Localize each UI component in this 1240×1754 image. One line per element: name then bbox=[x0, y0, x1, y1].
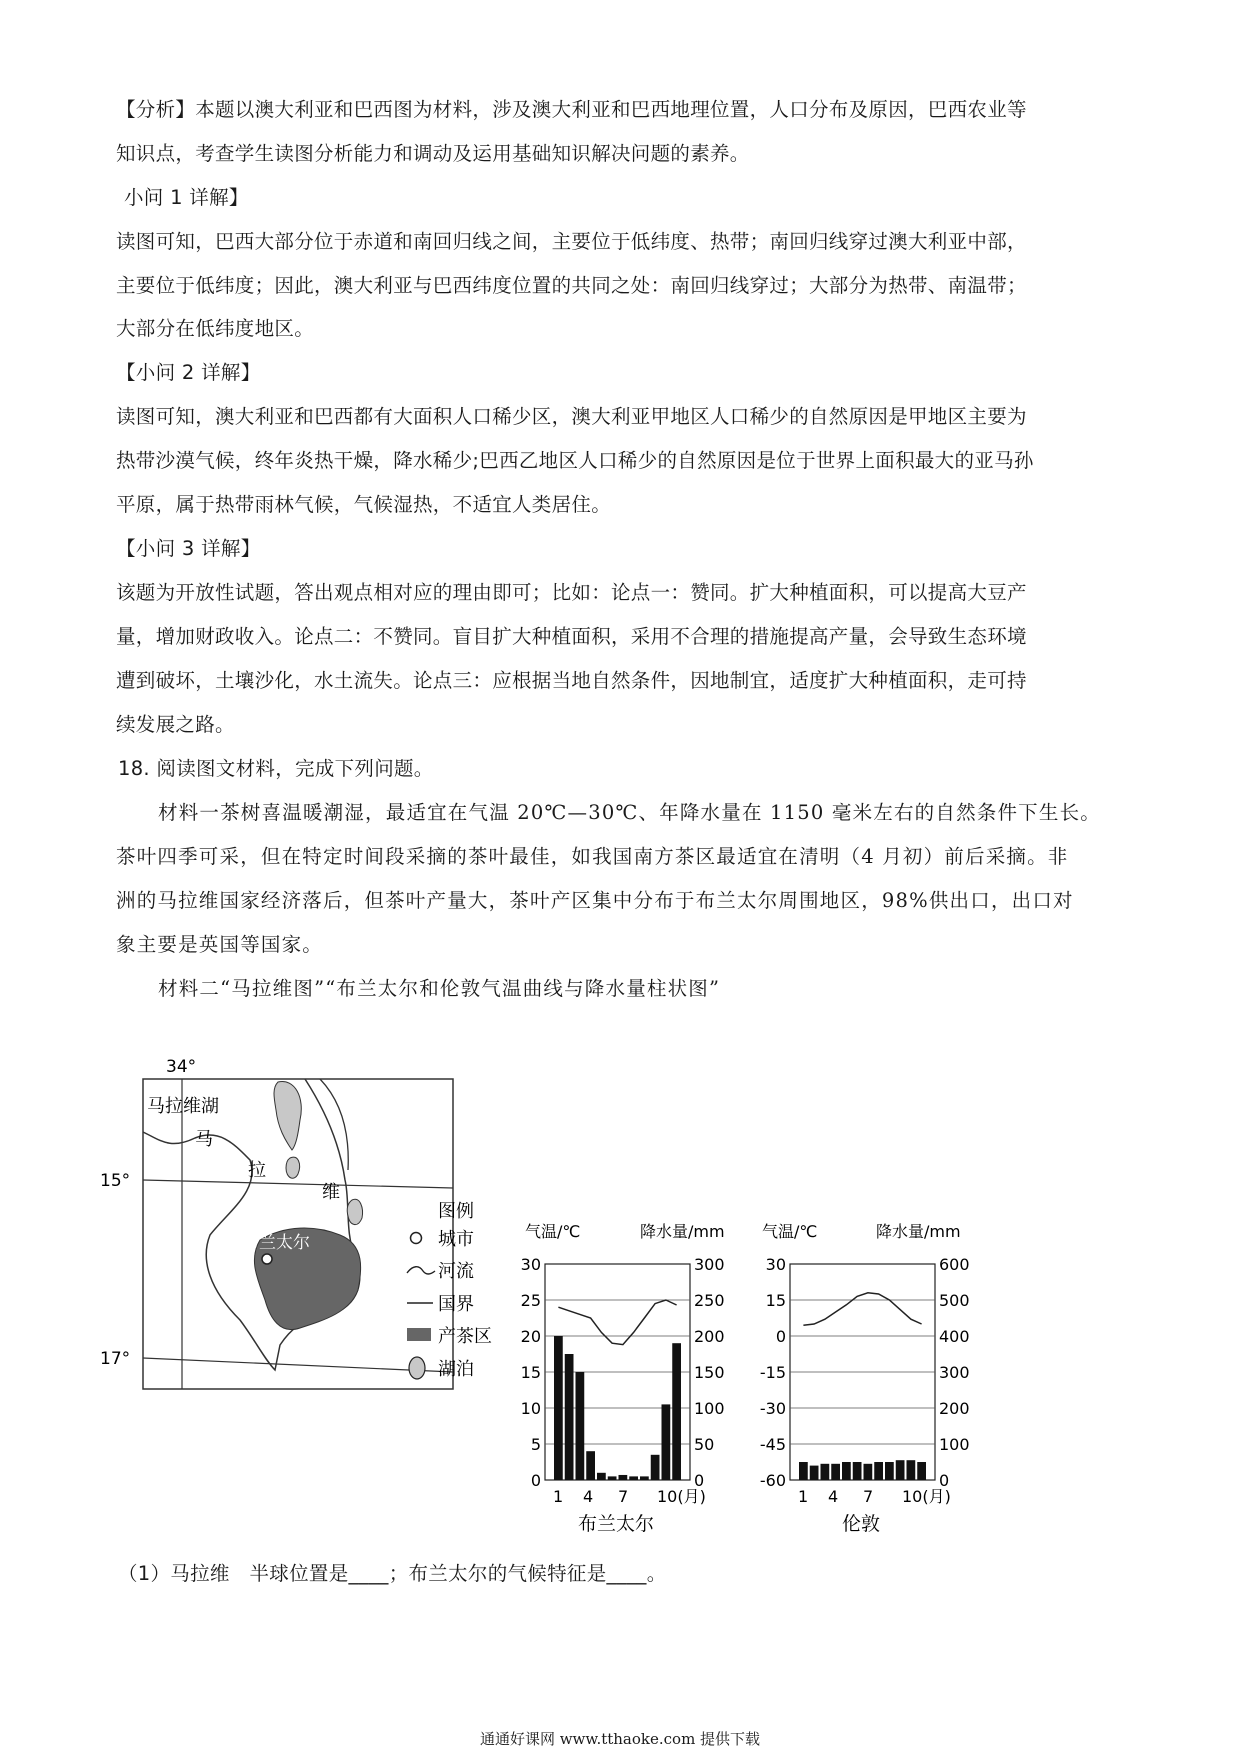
blantyre-temp-tick: 0 bbox=[530, 1471, 541, 1490]
london-precip-bar bbox=[874, 1462, 883, 1480]
london-precip-bar bbox=[821, 1464, 830, 1480]
map-country-char-3: 维 bbox=[322, 1182, 340, 1203]
legend-city-label: 城市 bbox=[438, 1229, 474, 1250]
blantyre-precip-tick: 200 bbox=[694, 1327, 725, 1346]
london-month-tick: 10(月) bbox=[902, 1487, 951, 1506]
blantyre-month-tick: 1 bbox=[553, 1487, 564, 1506]
q3-line-4: 续发展之路。 bbox=[116, 713, 235, 736]
london-precip-bar bbox=[831, 1464, 840, 1480]
london-temp-axis-label: 气温/℃ bbox=[762, 1222, 818, 1241]
london-ticks bbox=[760, 1255, 970, 1506]
map-lake-name: 马拉维湖 bbox=[147, 1096, 219, 1117]
legend-city-icon bbox=[411, 1233, 422, 1244]
blantyre-precip-tick: 150 bbox=[694, 1363, 725, 1382]
q2-line-2: 热带沙漠气候，终年炎热干燥，降水稀少;巴西乙地区人口稀少的自然原因是位于世界上面积最大的亚马孙 bbox=[116, 449, 1034, 472]
blantyre-precip-bar bbox=[651, 1455, 660, 1480]
q3-line-1: 该题为开放性试题，答出观点相对应的理由即可；比如：论点一：赞同。扩大种植面积，可以提高大豆产 bbox=[116, 581, 1027, 604]
london-month-tick: 4 bbox=[828, 1487, 839, 1506]
blantyre-precip-tick: 100 bbox=[694, 1399, 725, 1418]
chart-blantyre bbox=[521, 1222, 725, 1535]
london-precip-tick: 600 bbox=[939, 1255, 970, 1274]
q18-title: 18. 阅读图文材料，完成下列问题。 bbox=[118, 757, 434, 780]
map-city-label: 布兰太尔 bbox=[242, 1233, 310, 1253]
london-precip-bar bbox=[885, 1462, 894, 1480]
london-grid bbox=[790, 1300, 935, 1444]
blantyre-temp-tick: 15 bbox=[520, 1363, 541, 1382]
london-precip-tick: 500 bbox=[939, 1291, 970, 1310]
blantyre-precip-bar bbox=[576, 1372, 585, 1480]
blantyre-precip-tick: 300 bbox=[694, 1255, 725, 1274]
q18-question-1: （1）马拉维 半球位置是____；布兰太尔的气候特征是____。 bbox=[118, 1562, 667, 1585]
map-lat-label-17: 17° bbox=[100, 1349, 131, 1369]
blantyre-temp-tick: 20 bbox=[520, 1327, 541, 1346]
blantyre-grid bbox=[545, 1300, 690, 1444]
london-precip-axis-label: 降水量/mm bbox=[876, 1222, 961, 1241]
blantyre-precip-bar bbox=[554, 1336, 563, 1480]
blantyre-precip-axis-label: 降水量/mm bbox=[640, 1222, 725, 1241]
analysis-line-1: 【分析】本题以澳大利亚和巴西图为材料，涉及澳大利亚和巴西地理位置，人口分布及原因，巴西农业等 bbox=[116, 98, 1027, 121]
lake-malawi bbox=[274, 1081, 301, 1150]
london-precip-bar bbox=[907, 1460, 916, 1480]
blantyre-precip-bar bbox=[629, 1476, 638, 1480]
material1-line-3: 洲的马拉维国家经济落后，但茶叶产量大，茶叶产区集中分布于布兰太尔周围地区，98%供出口，出口对 bbox=[116, 889, 1074, 912]
blantyre-month-tick: 4 bbox=[583, 1487, 594, 1506]
analysis-line-2: 知识点，考查学生读图分析能力和调动及运用基础知识解决问题的素养。 bbox=[116, 142, 750, 165]
london-title: 伦敦 bbox=[842, 1513, 881, 1535]
blantyre-ticks bbox=[521, 1255, 725, 1506]
city-marker bbox=[262, 1254, 272, 1264]
blantyre-precip-bar bbox=[640, 1476, 649, 1480]
london-precip-bar bbox=[917, 1462, 926, 1480]
london-precip-bar bbox=[853, 1462, 862, 1480]
legend-border-label: 国界 bbox=[438, 1294, 474, 1315]
blantyre-precip-bar bbox=[662, 1404, 671, 1480]
material2-caption: 材料二“马拉维图”“布兰太尔和伦敦气温曲线与降水量柱状图” bbox=[158, 977, 721, 1000]
london-bars bbox=[799, 1460, 926, 1480]
london-precip-tick: 100 bbox=[939, 1435, 970, 1454]
legend-title: 图例 bbox=[438, 1201, 474, 1222]
map-border-east bbox=[320, 1079, 348, 1170]
map-lat-label-15: 15° bbox=[100, 1171, 131, 1191]
blantyre-month-tick: 7 bbox=[618, 1487, 629, 1506]
london-precip-tick: 400 bbox=[939, 1327, 970, 1346]
london-month-tick: 7 bbox=[863, 1487, 874, 1506]
blantyre-precip-tick: 0 bbox=[694, 1471, 705, 1490]
map-legend bbox=[405, 1195, 515, 1390]
legend-tea-icon bbox=[407, 1328, 431, 1341]
london-precip-bar bbox=[810, 1466, 819, 1480]
blantyre-precip-bar bbox=[619, 1475, 628, 1480]
legend-lake-label: 湖泊 bbox=[438, 1359, 474, 1380]
map-parallel-15 bbox=[143, 1180, 453, 1188]
page-footer: 通通好课网 www.tthaoke.com 提供下载 bbox=[479, 1730, 761, 1748]
london-precip-tick: 300 bbox=[939, 1363, 970, 1382]
london-precip-bar bbox=[864, 1464, 873, 1480]
london-temp-tick: -45 bbox=[759, 1435, 786, 1454]
blantyre-precip-bar bbox=[565, 1354, 574, 1480]
map-country-char-1: 马 bbox=[195, 1129, 213, 1150]
blantyre-temp-tick: 10 bbox=[520, 1399, 541, 1418]
blantyre-temp-tick: 25 bbox=[520, 1291, 541, 1310]
london-temp-tick: -60 bbox=[759, 1471, 786, 1490]
q3-line-3: 遭到破坏，土壤沙化，水土流失。论点三：应根据当地自然条件，因地制宜，适度扩大种植面积，走可持 bbox=[116, 669, 1027, 692]
london-precip-bar bbox=[799, 1462, 808, 1480]
material1-line-1: 材料一茶树喜温暖潮湿，最适宜在气温 20℃—30℃、年降水量在 1150 毫米左右的自然条件下生长。 bbox=[158, 801, 1101, 824]
london-precip-tick: 0 bbox=[939, 1471, 950, 1490]
lake-small-1 bbox=[286, 1157, 300, 1178]
legend-river-icon bbox=[407, 1267, 435, 1274]
blantyre-precip-tick: 50 bbox=[694, 1435, 715, 1454]
legend-river-label: 河流 bbox=[438, 1261, 474, 1282]
blantyre-temp-tick: 5 bbox=[530, 1435, 541, 1454]
chart-london bbox=[760, 1222, 970, 1535]
blantyre-bars bbox=[554, 1336, 681, 1480]
london-temp-line bbox=[803, 1293, 921, 1325]
blantyre-precip-bar bbox=[586, 1451, 595, 1480]
q1-line-2: 主要位于低纬度；因此，澳大利亚与巴西纬度位置的共同之处：南回归线穿过；大部分为热带、南温带； bbox=[116, 274, 1027, 297]
blantyre-precip-bar bbox=[608, 1476, 617, 1480]
material1-line-4: 象主要是英国等国家。 bbox=[116, 933, 324, 956]
map-lon-label: 34° bbox=[166, 1057, 197, 1077]
london-temp-tick: -15 bbox=[759, 1363, 786, 1382]
legend-tea-label: 产茶区 bbox=[438, 1326, 492, 1347]
q1-line-1: 读图可知，巴西大部分位于赤道和南回归线之间，主要位于低纬度、热带；南回归线穿过澳大利亚中部， bbox=[116, 230, 1027, 253]
blantyre-precip-bar bbox=[597, 1473, 606, 1480]
london-frame bbox=[790, 1264, 935, 1480]
q3-heading: 【小问 3 详解】 bbox=[116, 537, 261, 560]
q2-line-1: 读图可知，澳大利亚和巴西都有大面积人口稀少区，澳大利亚甲地区人口稀少的自然原因是甲地区主要为 bbox=[116, 405, 1027, 428]
london-temp-tick: -30 bbox=[759, 1399, 786, 1418]
blantyre-precip-bar bbox=[672, 1343, 681, 1480]
q2-line-3: 平原，属于热带雨林气候，气候湿热，不适宜人类居住。 bbox=[116, 493, 612, 516]
london-precip-bar bbox=[842, 1462, 851, 1480]
london-precip-bar bbox=[896, 1460, 905, 1480]
q1-heading: 小问 1 详解】 bbox=[124, 186, 249, 209]
blantyre-frame bbox=[545, 1264, 690, 1480]
blantyre-title: 布兰太尔 bbox=[578, 1513, 655, 1535]
blantyre-precip-tick: 250 bbox=[694, 1291, 725, 1310]
blantyre-temp-axis-label: 气温/℃ bbox=[525, 1222, 581, 1241]
lake-small-2 bbox=[347, 1199, 362, 1224]
blantyre-month-tick: 10(月) bbox=[657, 1487, 706, 1506]
london-temp-tick: 30 bbox=[765, 1255, 786, 1274]
blantyre-temp-tick: 30 bbox=[520, 1255, 541, 1274]
q3-line-2: 量，增加财政收入。论点二：不赞同。盲目扩大种植面积，采用不合理的措施提高产量，会导致生态环境 bbox=[116, 625, 1027, 648]
london-month-tick: 1 bbox=[798, 1487, 809, 1506]
material1-line-2: 茶叶四季可采，但在特定时间段采摘的茶叶最佳，如我国南方茶区最适宜在清明（4 月初）前后采摘。非 bbox=[116, 845, 1069, 868]
map-country-char-2: 拉 bbox=[248, 1160, 266, 1181]
q2-heading: 【小问 2 详解】 bbox=[116, 361, 261, 384]
london-temp-tick: 15 bbox=[765, 1291, 786, 1310]
map-border bbox=[143, 1079, 360, 1370]
q1-line-3: 大部分在低纬度地区。 bbox=[116, 317, 315, 340]
london-precip-tick: 200 bbox=[939, 1399, 970, 1418]
legend-lake-icon bbox=[409, 1357, 425, 1379]
blantyre-temp-line bbox=[558, 1300, 676, 1345]
london-temp-tick: 0 bbox=[775, 1327, 786, 1346]
